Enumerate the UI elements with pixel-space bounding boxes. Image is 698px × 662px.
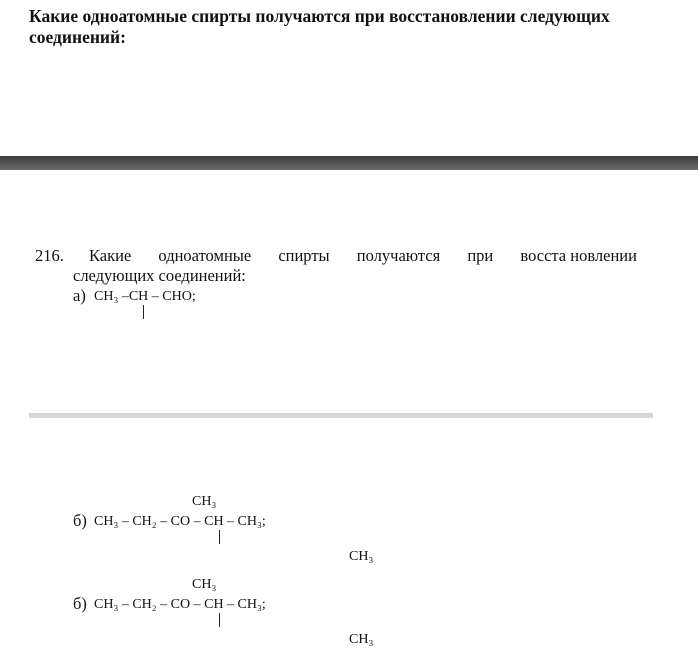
problem-number: 216.	[35, 246, 64, 265]
item-b2-formula: CH₃ – CH₂ – CO – CH – CH₃;	[94, 597, 266, 612]
item-a-label: а)	[73, 286, 86, 305]
item-a-bond-line	[143, 305, 144, 319]
item-b2-bottom-substituent: CH₃	[349, 632, 374, 647]
item-b2-label: б)	[73, 594, 87, 613]
intro-word: получаются	[356, 246, 441, 265]
item-a-formula: CH₃ –CH – CHO;	[94, 289, 196, 304]
intro-word: Какие	[89, 246, 132, 265]
item-b1-bond-line	[219, 530, 220, 544]
page-title: Какие одноатомные спирты получаются при восстановлении следующих соединений:	[29, 6, 610, 47]
intro-word: одноатомные	[158, 246, 252, 265]
page-separator-light	[29, 413, 653, 418]
intro-word: восста новлении	[520, 246, 637, 265]
item-b1-label: б)	[73, 511, 87, 530]
item-b1-top-substituent: CH₃	[192, 494, 217, 509]
page-separator-dark	[0, 156, 698, 170]
item-b1-formula: CH₃ – CH₂ – CO – CH – CH₃;	[94, 514, 266, 529]
item-b2-top-substituent: CH₃	[192, 577, 217, 592]
intro-word: при	[467, 246, 494, 265]
item-b2-bond-line	[219, 613, 220, 627]
item-b1-bottom-substituent: CH₃	[349, 549, 374, 564]
problem-intro-line2: следующих соединений:	[73, 266, 246, 285]
problem-intro-line1	[89, 246, 637, 266]
intro-word: спирты	[278, 246, 330, 265]
